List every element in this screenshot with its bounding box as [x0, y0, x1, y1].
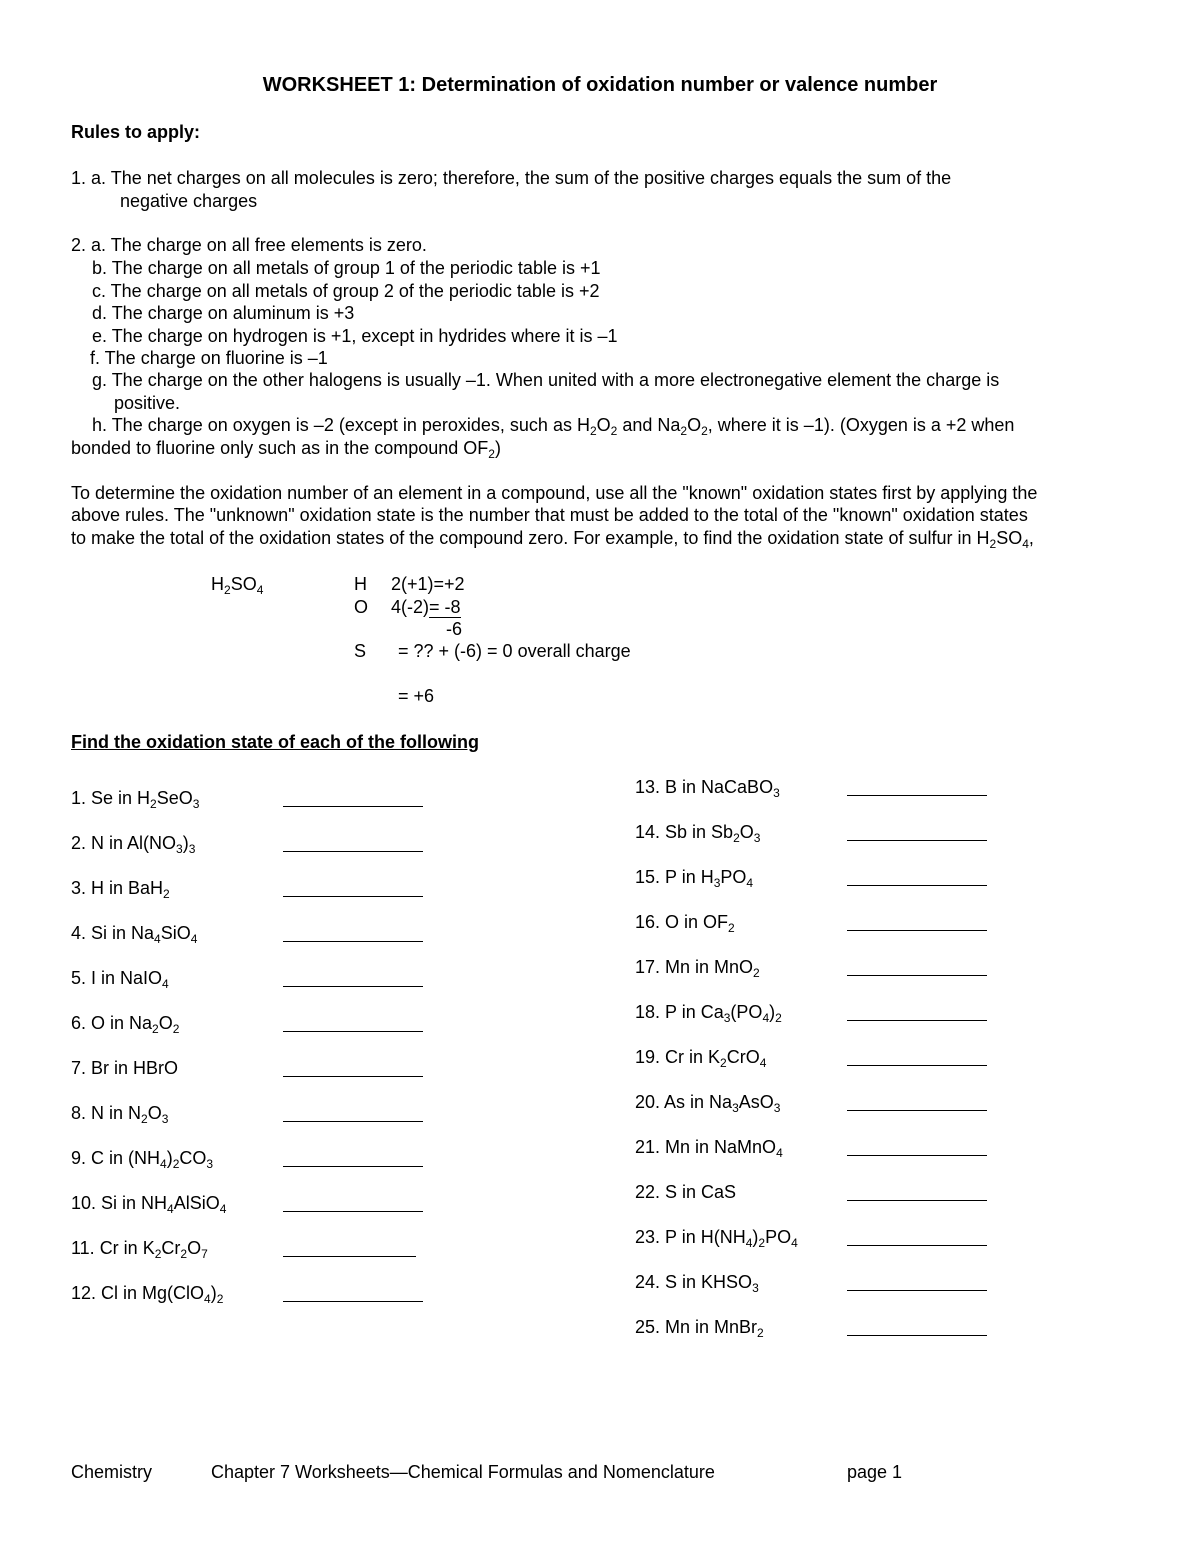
example-s-calc: = ?? + (-6) = 0 overall charge	[398, 641, 631, 661]
problem-6: 6. O in $Na_2O_2$	[71, 1013, 180, 1036]
problem-18: 18. P in $Ca_3(PO_4)_2$	[635, 1002, 782, 1025]
answer-blank-20[interactable]	[847, 1110, 987, 1111]
answer-blank-10[interactable]	[283, 1211, 423, 1212]
example-compound: $H_2SO_4$	[211, 574, 264, 597]
footer-chapter: Chapter 7 Worksheets—Chemical Formulas and Nomenclature	[211, 1462, 715, 1482]
page-title: WORKSHEET 1: Determination of oxidation number or valence number	[262, 74, 938, 96]
problems-heading: Find the oxidation state of each of the following	[71, 732, 479, 752]
answer-blank-6[interactable]	[283, 1031, 423, 1032]
answer-blank-24[interactable]	[847, 1290, 987, 1291]
problem-5: 5. I in NaIO$_4$	[71, 968, 169, 991]
problem-22: 22. S in CaS	[635, 1182, 737, 1202]
problem-7: 7. Br in HBrO	[71, 1058, 179, 1078]
rule-2a: 2. a. The charge on all free elements is zero.	[71, 235, 427, 255]
rule-2e: e. The charge on hydrogen is +1, except in hydrides where it is –1	[92, 326, 618, 346]
problem-3: 3. H in BaH$_2$	[71, 878, 170, 901]
answer-blank-1[interactable]	[283, 806, 423, 807]
problem-17: 17. Mn in MnO$_2$	[635, 957, 760, 980]
answer-blank-16[interactable]	[847, 930, 987, 931]
answer-blank-12[interactable]	[283, 1301, 423, 1302]
example-o-calc: 4(-2)= -8	[391, 597, 461, 617]
rule-1a-line1: 1. a. The net charges on all molecules is zero; therefore, the sum of the positive charges equals the sum of the	[71, 168, 952, 188]
problem-21: 21. Mn in NaMnO$_4$	[635, 1137, 783, 1160]
example-subtotal: -6	[446, 619, 463, 639]
problem-9: 9. C in $(NH_4)_2CO_3$	[71, 1148, 214, 1171]
answer-blank-22[interactable]	[847, 1200, 987, 1201]
problem-4: 4. Si in $Na_4SiO_4$	[71, 923, 198, 946]
answer-blank-14[interactable]	[847, 840, 987, 841]
intro-line3: to make the total of the oxidation states of the compound zero. For example, to find the oxidation state of sulfur in $H_2SO_4$,	[71, 528, 1034, 551]
rule-1a-line2: negative charges	[120, 191, 258, 211]
intro-line2: above rules. The "unknown" oxidation state is the number that must be added to the total of the "known" oxidation states	[71, 505, 1028, 525]
answer-blank-19[interactable]	[847, 1065, 987, 1066]
rule-2g-line1: g. The charge on the other halogens is usually –1. When united with a more electronegative element the charge is	[92, 370, 1000, 390]
rule-2h-line1: h. The charge on oxygen is –2 (except in peroxides, such as $H_2O_2$ and $Na_2O_2$, where it is –1). (Oxygen is a +2 when	[92, 415, 1015, 438]
answer-blank-15[interactable]	[847, 885, 987, 886]
problem-1: 1. Se in $H_2SeO_3$	[71, 788, 200, 811]
problem-11: 11. Cr in $K_2Cr_2O_7$	[71, 1238, 208, 1261]
answer-blank-5[interactable]	[283, 986, 423, 987]
example-s-label: S	[354, 641, 367, 661]
problem-19: 19. Cr in $K_2CrO_4$	[635, 1047, 767, 1070]
answer-blank-23[interactable]	[847, 1245, 987, 1246]
answer-blank-11[interactable]	[283, 1256, 416, 1257]
problem-25: 25. Mn in MnBr$_2$	[635, 1317, 764, 1340]
answer-blank-18[interactable]	[847, 1020, 987, 1021]
example-h-label: H	[354, 574, 367, 594]
answer-blank-4[interactable]	[283, 941, 423, 942]
rule-2f: f. The charge on fluorine is –1	[90, 348, 328, 368]
rule-2d: d. The charge on aluminum is +3	[92, 303, 355, 323]
answer-blank-21[interactable]	[847, 1155, 987, 1156]
problem-16: 16. O in $OF_2$	[635, 912, 735, 935]
answer-blank-13[interactable]	[847, 795, 987, 796]
answer-blank-7[interactable]	[283, 1076, 423, 1077]
answer-blank-3[interactable]	[283, 896, 423, 897]
example-result: = +6	[398, 686, 435, 706]
problem-15: 15. P in $H_3PO_4$	[635, 867, 754, 890]
problem-10: 10. Si in $NH_4AlSiO_4$	[71, 1193, 227, 1216]
example-h-calc: 2(+1)=+2	[391, 574, 465, 594]
intro-line1: To determine the oxidation number of an element in a compound, use all the "known" oxidation states first by applying the	[71, 483, 1038, 503]
footer-page-number: page 1	[847, 1462, 903, 1482]
answer-blank-2[interactable]	[283, 851, 423, 852]
rule-2c: c. The charge on all metals of group 2 of the periodic table is +2	[92, 281, 600, 301]
example-o-label: O	[354, 597, 369, 617]
rule-2b: b. The charge on all metals of group 1 of the periodic table is +1	[92, 258, 601, 278]
answer-blank-9[interactable]	[283, 1166, 423, 1167]
problem-23: 23. P in $H(NH_4)_2PO_4$	[635, 1227, 798, 1250]
footer-subject: Chemistry	[71, 1462, 153, 1482]
problem-20: 20. As in $Na_3AsO_3$	[635, 1092, 781, 1115]
problem-13: 13. B in NaCaBO$_3$	[635, 777, 780, 800]
problem-24: 24. S in $KHSO_3$	[635, 1272, 759, 1295]
problem-8: 8. N in $N_2O_3$	[71, 1103, 169, 1126]
answer-blank-17[interactable]	[847, 975, 987, 976]
rules-heading: Rules to apply:	[71, 122, 201, 142]
rule-2g-line2: positive.	[114, 393, 181, 413]
problem-12: 12. Cl in $Mg(ClO_4)_2$	[71, 1283, 224, 1306]
problem-14: 14. Sb in $Sb_2O_3$	[635, 822, 761, 845]
answer-blank-25[interactable]	[847, 1335, 987, 1336]
problem-2: 2. N in $Al(NO_3)_3$	[71, 833, 196, 856]
rule-2h-line2: bonded to fluorine only such as in the compound $OF_2$)	[71, 438, 501, 461]
answer-blank-8[interactable]	[283, 1121, 423, 1122]
